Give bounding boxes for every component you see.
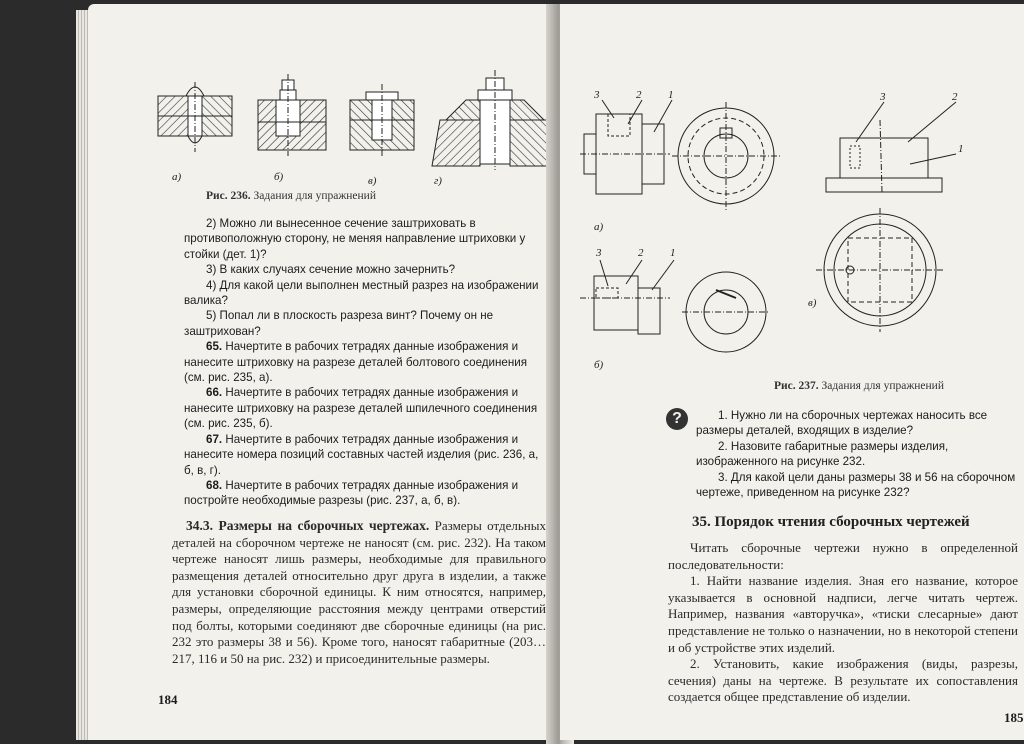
- task-68: [184, 478, 546, 509]
- fig237-a-pos-3: 3: [594, 89, 600, 101]
- task-65-number: 65.: [206, 340, 223, 354]
- fig236-label-b: б): [274, 171, 284, 183]
- section-35-intro: Читать сборочные чертежи нужно в определенной последовательности:: [668, 540, 1018, 572]
- task-65-text: Начертите в рабочих тетрадях данные изображения и нанесите штриховку на разрезе деталей болтового соединения (см. рис. 235, а).: [184, 340, 528, 385]
- left-page: [88, 4, 558, 740]
- questions-block: [184, 216, 546, 509]
- question-2: 2) Можно ли вынесенное сечение заштриховать в противоположную сторону, не меняя направление штриховки у стойки (дет. 1)?: [184, 217, 526, 261]
- fig236-label-g: г): [434, 175, 442, 186]
- right-page: [560, 4, 1024, 740]
- section-35-step-2: 2. Установить, какие изображения (виды, разрезы, сечения) даны на чертеже. В результате их сопоставления создается общее представление об изделии.: [668, 656, 1018, 705]
- task-66-text: Начертите в рабочих тетрадях данные изображения и нанесите штриховку на разрезе деталей шпилечного соединения (см. рис. 235, б).: [184, 386, 538, 431]
- section-34-3-title: 34.3. Размеры на сборочных чертежах.: [186, 518, 430, 533]
- fig236-caption-number: Рис. 236.: [206, 190, 251, 202]
- section-34-3: [172, 518, 546, 667]
- fig237-b-pos-1: 1: [670, 247, 676, 259]
- fig237-a-pos-1: 1: [668, 89, 674, 101]
- figure-236-drawings: [150, 70, 558, 186]
- right-question-2: 2. Назовите габаритные размеры изделия, изображенного на рисунке 232.: [696, 439, 949, 469]
- fig237-caption-number: Рис. 237.: [774, 380, 819, 392]
- fig237-b-side-view: [580, 260, 674, 334]
- fig237-caption: [774, 380, 944, 392]
- fig236-label-v: в): [368, 175, 377, 186]
- fig236-a-drawing: [158, 82, 232, 152]
- open-book: [76, 4, 1024, 744]
- page-number-right: 185: [1004, 710, 1024, 725]
- fig237-v-side-view: [826, 102, 956, 192]
- task-67-text: Начертите в рабочих тетрадях данные изображения и нанесите номера позиций составных частей изделия (рис. 236, а, б, в, г).: [184, 432, 539, 477]
- fig237-v-pos-3: 3: [880, 91, 886, 103]
- task-65: [184, 339, 546, 385]
- fig237-a-side-view: [580, 100, 672, 194]
- task-66-number: 66.: [206, 386, 223, 400]
- task-68-text: Начертите в рабочих тетрадях данные изображения и постройте необходимые разрезы (рис. 237, а, б, в).: [184, 478, 519, 508]
- figure-237-drawings: [580, 84, 1024, 380]
- fig236-v-drawing: [350, 84, 414, 156]
- fig236-b-drawing: [258, 74, 326, 156]
- task-68-number: 68.: [206, 478, 223, 492]
- fig236-label-a: а): [172, 171, 182, 183]
- fig237-label-v: в): [808, 297, 817, 309]
- right-question-3: 3. Для какой цели даны размеры 38 и 56 на сборочном чертеже, приведенном на рисунке 232?: [696, 470, 1016, 500]
- fig237-label-b: б): [594, 359, 604, 371]
- fig237-v-top-view: [816, 208, 944, 332]
- fig237-a-front-view: [672, 102, 780, 210]
- right-questions-block: [696, 408, 1018, 500]
- fig237-v-pos-1: 1: [958, 143, 964, 155]
- right-question-1: 1. Нужно ли на сборочных чертежах наносить все размеры деталей, входящих в изделие?: [696, 409, 988, 438]
- fig237-b-pos-2: 2: [638, 247, 644, 259]
- fig236-caption-text: Задания для упражнений: [253, 190, 376, 202]
- question-mark-icon: ?: [666, 408, 688, 430]
- fig237-b-front-view: [682, 272, 770, 352]
- question-4: 4) Для какой цели выполнен местный разрез на изображении валика?: [184, 278, 539, 308]
- task-67: [184, 432, 546, 478]
- section-34-3-text: Размеры отдельных деталей на сборочном чертеже не наносят (см. рис. 232). На таком чертеже наносят лишь размеры, необходимые для правильного размещения деталей относительно друг друга в изделии, а также для установки сборочной единицы. К ним относятся, например, размеры, определяющие расстояния между центрами отверстий под болты, которыми соединяют две сборочные единицы (на рис. 232 это размеры 38 и 56). Кроме того, наносят габаритные (203…217, 116 и 50 на рис. 232) и присоединительные размеры.: [172, 518, 547, 666]
- question-5: 5) Попал ли в плоскость разреза винт? Почему он не заштрихован?: [184, 309, 494, 338]
- fig236-g-drawing: [432, 70, 558, 170]
- fig237-b-pos-3: 3: [596, 247, 602, 259]
- fig237-label-a: а): [594, 221, 604, 233]
- fig236-caption: [206, 190, 376, 202]
- page-number-left: 184: [158, 692, 178, 707]
- section-35-title: 35. Порядок чтения сборочных чертежей: [692, 514, 970, 530]
- task-67-number: 67.: [206, 432, 223, 446]
- question-3: 3) В каких случаях сечение можно зачернить?: [206, 263, 456, 277]
- task-66: [184, 385, 546, 431]
- section-35-step-1: 1. Найти название изделия. Зная его название, которое указывается в основной надписи, легче читать чертеж. Например, названия «авторучка», «тиски слесарные» дают представление не только о назначении, но в некоторой степени и об устройстве этих изделий.: [668, 573, 1018, 655]
- fig237-v-pos-2: 2: [952, 91, 958, 103]
- fig237-a-pos-2: 2: [636, 89, 642, 101]
- section-35-body: [668, 540, 1018, 706]
- fig237-caption-text: Задания для упражнений: [821, 380, 944, 392]
